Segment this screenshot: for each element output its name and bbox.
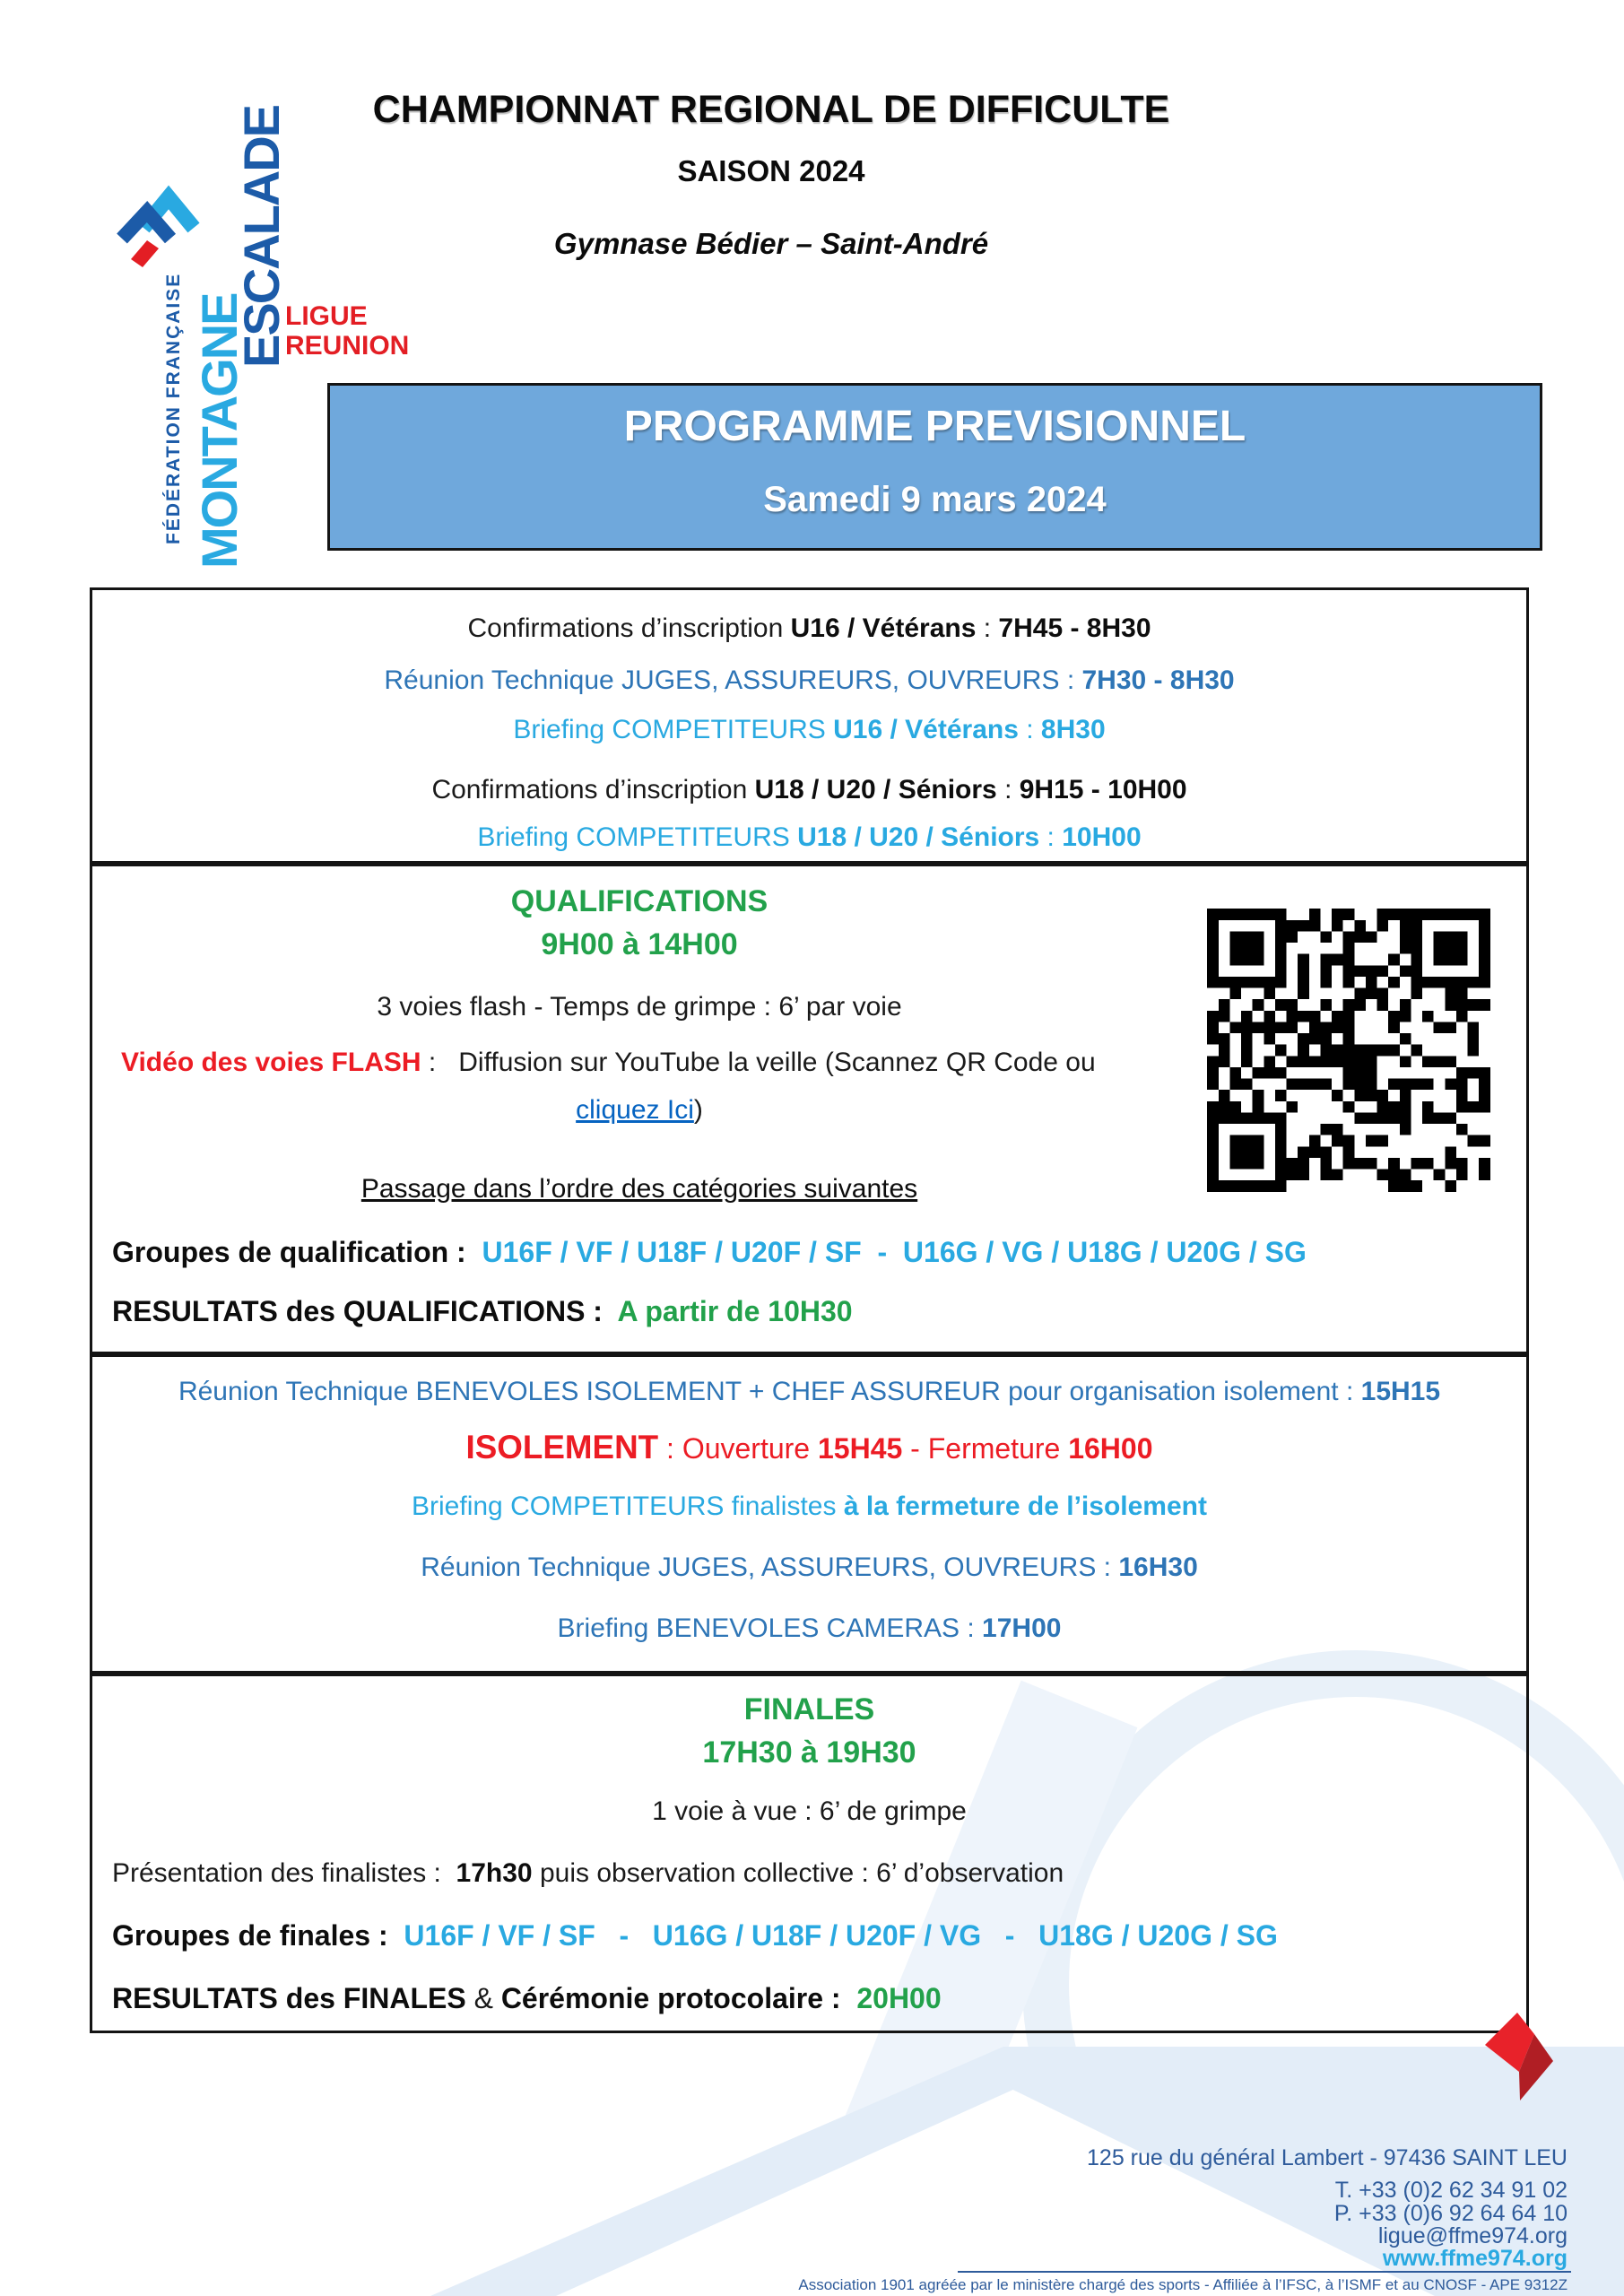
- qualifications-time: 9H00 à 14H00: [541, 927, 738, 961]
- logo-federation-text: FÉDÉRATION FRANÇAISE: [163, 272, 184, 544]
- text-segment: - Fermeture: [902, 1432, 1069, 1465]
- text-segment: U16 / Vétérans: [833, 715, 1019, 744]
- banner-title: PROGRAMME PREVISIONNEL: [623, 403, 1246, 450]
- registration-line-u18: [92, 775, 1526, 805]
- text-segment: Diffusion sur YouTube la veille (Scannez QR Code ou: [458, 1048, 1096, 1077]
- text-segment: 3 voies flash - Temps de grimpe : 6’ par voie: [377, 992, 902, 1022]
- footer-website-link[interactable]: www.ffme974.org: [1382, 2246, 1568, 2271]
- text-segment: ISOLEMENT: [465, 1429, 659, 1465]
- text-segment: :: [1039, 822, 1063, 852]
- passage-order-line: [101, 1174, 1177, 1205]
- briefing-u16-line: [92, 715, 1526, 745]
- qualifications-format-line: [101, 992, 1177, 1022]
- text-segment: U16F / VF / U18F / U20F / SF - U16G / VG / U18G / U20G / SG: [482, 1236, 1307, 1268]
- text-segment: U18 / U20 / Séniors: [754, 775, 997, 804]
- text-segment: :: [421, 1048, 459, 1077]
- isolation-times-line: [92, 1429, 1526, 1466]
- text-segment: Briefing COMPETITEURS: [477, 822, 798, 852]
- text-segment: 10H00: [1062, 822, 1142, 852]
- text-segment: Briefing BENEVOLES CAMERAS :: [557, 1613, 983, 1643]
- logo-escalade-text: ESCALADE: [233, 105, 290, 368]
- text-segment: 7H30 - 8H30: [1081, 665, 1235, 695]
- text-segment: :: [1018, 715, 1041, 744]
- footer-email-link[interactable]: ligue@ffme974.org: [1377, 2223, 1568, 2248]
- text-segment: RESULTATS des FINALES: [112, 1982, 474, 2014]
- text-segment: :: [976, 613, 999, 643]
- text-segment: Réunion Technique JUGES, ASSUREURS, OUVREURS :: [384, 665, 1082, 695]
- logo-ligue-line1: LIGUE: [285, 301, 368, 331]
- text-segment: U16F / VF / SF - U16G / U18F / U20F / VG - U18G / U20G / SG: [404, 1919, 1278, 1952]
- text-segment: U18 / U20 / Séniors: [797, 822, 1040, 852]
- text-segment: 15H45: [817, 1432, 903, 1465]
- text-segment: Réunion Technique JUGES, ASSUREURS, OUVREURS :: [421, 1552, 1119, 1582]
- finalists-briefing-line: [92, 1492, 1526, 1522]
- finals-title: FINALES: [743, 1692, 875, 1726]
- logo-ligue-line2: REUNION: [285, 331, 410, 361]
- qualifications-box: [90, 864, 1529, 1354]
- footer-divider: [958, 2271, 1571, 2273]
- text-segment: 17h30: [456, 1858, 533, 1888]
- text-segment: 17H00: [982, 1613, 1062, 1643]
- video-flash-line: [121, 1048, 1260, 1078]
- finals-box: [90, 1674, 1529, 2033]
- text-segment: : Ouverture: [658, 1432, 818, 1465]
- judges-meeting-line: [92, 1552, 1526, 1583]
- text-segment: 15H15: [1360, 1377, 1441, 1406]
- text-segment: puis observation collective : 6’ d’observation: [532, 1858, 1064, 1888]
- text-segment: 9H15 - 10H00: [1019, 775, 1187, 804]
- text-segment: 1 voie à vue : 6’ de grimpe: [652, 1796, 967, 1826]
- text-segment: ): [693, 1095, 703, 1125]
- text-segment: Passage dans l’ordre des catégories suivantes: [360, 1174, 918, 1204]
- footer-association-line: Association 1901 agréée par le ministère chargé des sports - Affiliée à l’IFSC, à l’ISMF et au CNOSF - APE 9312Z: [798, 2276, 1568, 2293]
- qualification-results-line: [112, 1295, 1517, 1328]
- footer-address: 125 rue du général Lambert - 97436 SAINT LEU: [1087, 2145, 1568, 2170]
- text-segment: Présentation des finalistes :: [112, 1858, 456, 1888]
- text-segment: 8H30: [1040, 715, 1106, 744]
- finals-format-line: [92, 1796, 1526, 1827]
- cameras-briefing-line: [92, 1613, 1526, 1644]
- text-segment: Briefing COMPETITEURS finalistes: [412, 1492, 844, 1521]
- isolation-box: [90, 1354, 1529, 1674]
- qr-code: [1185, 886, 1513, 1214]
- briefing-u18-line: [92, 822, 1526, 853]
- text-segment: RESULTATS des QUALIFICATIONS :: [112, 1295, 611, 1327]
- text-segment: Cérémonie protocolaire :: [500, 1982, 857, 2014]
- text-segment: Confirmations d’inscription: [467, 613, 791, 643]
- text-segment: U16 / Vétérans: [790, 613, 977, 643]
- program-banner: [327, 383, 1542, 551]
- registration-line-u16: [92, 613, 1526, 644]
- text-segment: 7H45 - 8H30: [998, 613, 1151, 643]
- isolation-meeting-line: [92, 1377, 1526, 1407]
- season-subtitle: SAISON 2024: [677, 154, 865, 187]
- technical-meeting-line: [92, 665, 1526, 696]
- footer-mobile: P. +33 (0)6 92 64 64 10: [1333, 2201, 1568, 2226]
- finals-results-line: [112, 1982, 1517, 2015]
- video-link-line: [101, 1095, 1177, 1126]
- red-diamond-icon: [1478, 2007, 1560, 2112]
- cliquez-ici-link[interactable]: cliquez Ici: [576, 1095, 694, 1125]
- qualification-groups-line: [112, 1236, 1517, 1269]
- text-segment: 20H00: [856, 1982, 942, 2014]
- text-segment: 16H30: [1118, 1552, 1198, 1582]
- text-segment: A partir de 10H30: [610, 1295, 853, 1327]
- registration-box: [90, 587, 1529, 864]
- text-segment: Briefing COMPETITEURS: [513, 715, 834, 744]
- text-segment: Réunion Technique BENEVOLES ISOLEMENT + CHEF ASSUREUR pour organisation isolement :: [178, 1377, 1361, 1406]
- text-segment: à la fermeture de l’isolement: [843, 1492, 1207, 1521]
- banner-date: Samedi 9 mars 2024: [763, 480, 1107, 519]
- finals-time: 17H30 à 19H30: [702, 1735, 916, 1770]
- text-segment: Vidéo des voies FLASH: [121, 1048, 421, 1077]
- text-segment: 16H00: [1068, 1432, 1153, 1465]
- text-segment: Groupes de finales :: [112, 1919, 404, 1952]
- text-segment: Groupes de qualification :: [112, 1236, 482, 1268]
- logo-ligue-reunion: [285, 301, 409, 361]
- text-segment: &: [473, 1982, 501, 2014]
- qualifications-title: QUALIFICATIONS: [510, 884, 769, 918]
- page-title: CHAMPIONNAT REGIONAL DE DIFFICULTE: [372, 88, 1170, 131]
- text-segment: Confirmations d’inscription: [431, 775, 755, 804]
- mountain-logo-icon: [111, 172, 212, 286]
- finalists-presentation-line: [112, 1858, 1517, 1889]
- footer-phone: T. +33 (0)2 62 34 91 02: [1334, 2178, 1568, 2203]
- finals-groups-line: [112, 1919, 1517, 1952]
- text-segment: :: [996, 775, 1020, 804]
- logo-montagne-text: MONTAGNE: [191, 293, 248, 569]
- venue-subtitle: Gymnase Bédier – Saint-André: [553, 227, 989, 260]
